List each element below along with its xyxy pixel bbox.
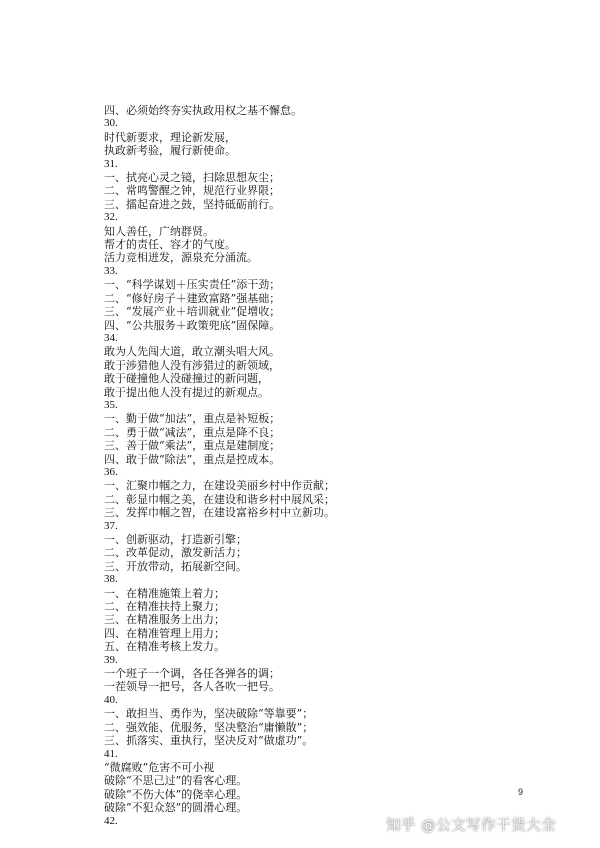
section-number: 38. xyxy=(104,573,118,586)
section-number: 40. xyxy=(104,693,118,706)
text-line: 敢于提出他人没有提过的新观点。 xyxy=(104,385,269,399)
text-line: 二、“修好房子＋建致富路”强基础； xyxy=(104,291,281,305)
text-line: 三、“发展产业＋培训就业”促增收； xyxy=(104,305,281,319)
text-line: 二、强效能、优服务，坚决整治“庸懒散”； xyxy=(104,720,314,734)
text-line: 知人善任，广纳群贤。 xyxy=(104,224,214,238)
section-number: 32. xyxy=(104,211,118,224)
text-line: 二、改革促动，激发新活力； xyxy=(104,546,247,560)
text-line: 二、在精准扶持上聚力； xyxy=(104,600,225,614)
text-line: 三、善于做“乘法”，重点是建制度； xyxy=(104,439,281,453)
text-line: 四、在精准管理上用力； xyxy=(104,626,225,640)
section-number: 33. xyxy=(104,264,118,277)
text-line: 三、发挥巾帼之智，在建设富裕乡村中立新功。 xyxy=(104,506,335,520)
text-line: 一、“科学谋划＋压实责任”添干劲； xyxy=(104,278,281,292)
text-line: 破除“不犯众怒”的圆滑心理。 xyxy=(104,801,248,815)
document-body xyxy=(104,104,544,828)
text-line: 一、勤于做“加法”，重点是补短板； xyxy=(104,412,281,426)
text-line: 破除“不思己过”的看客心理。 xyxy=(104,774,248,788)
text-line: 四、必须始终夯实执政用权之基不懈怠。 xyxy=(104,104,302,117)
text-line: 活力竞相迸发，源泉充分涌流。 xyxy=(104,251,258,265)
text-line: 敢为人先闯大道，敢立潮头唱大风。 xyxy=(104,345,280,359)
text-line: 一、敢担当、勇作为，坚决破除“等靠要”； xyxy=(104,707,314,721)
text-line: 敢于碰撞他人没碰撞过的新问题， xyxy=(104,372,269,386)
section-number: 31. xyxy=(104,157,118,170)
watermark-text: 知乎 @公文写作干货大全 xyxy=(386,818,557,834)
text-line: 破除“不伤大体”的侥幸心理。 xyxy=(104,787,248,801)
text-line: 一个班子一个调，各任各弹各的调； xyxy=(104,667,280,681)
section-number: 30. xyxy=(104,117,118,130)
text-line: 帮才的责任、容才的气度。 xyxy=(104,238,236,252)
section-number: 34. xyxy=(104,331,118,344)
text-line: 三、抓落实、重执行，坚决反对“做虚功”。 xyxy=(104,734,314,748)
section-number: 37. xyxy=(104,519,118,532)
text-line: 三、在精准服务上出力； xyxy=(104,613,225,627)
text-line: 二、彰显巾帼之美，在建设和谐乡村中展风采； xyxy=(104,492,335,506)
text-line: 一茬领导一把号，各人各吹一把号。 xyxy=(104,680,280,694)
text-line: “微腐败”危害不可小视 xyxy=(104,760,215,774)
text-line: 四、敢于做“除法”，重点是控成本。 xyxy=(104,452,281,466)
section-number: 39. xyxy=(104,653,118,666)
section-number: 41. xyxy=(104,747,118,760)
text-line: 一、在精准施策上着力； xyxy=(104,586,225,600)
text-line: 一、创新驱动，打造新引擎； xyxy=(104,533,247,546)
text-line: 二、常鸣警醒之钟，规范行业界限； xyxy=(104,184,280,198)
text-line: 执政新考验，履行新使命。 xyxy=(104,144,236,158)
text-line: 时代新要求，理论新发展， xyxy=(104,130,236,144)
text-line: 五、在精准考核上发力。 xyxy=(104,640,225,654)
page-number: 9 xyxy=(518,787,524,797)
text-line: 一、汇聚巾帼之力，在建设美丽乡村中作贡献； xyxy=(104,479,335,493)
text-line: 敢于涉猎他人没有涉猎过的新领域， xyxy=(104,358,280,372)
text-line: 三、开放带动，拓展新空间。 xyxy=(104,559,247,573)
section-number: 35. xyxy=(104,398,118,411)
text-line: 三、擂起奋进之鼓，坚持砥砺前行。 xyxy=(104,197,280,211)
section-number: 36. xyxy=(104,465,118,478)
section-number: 42. xyxy=(104,814,118,827)
text-line: 一、拭亮心灵之镜，扫除思想灰尘； xyxy=(104,171,280,185)
text-line: 四、“公共服务＋政策兜底”固保障。 xyxy=(104,318,281,332)
text-line: 二、勇于做“减法”，重点是降不良； xyxy=(104,425,281,439)
